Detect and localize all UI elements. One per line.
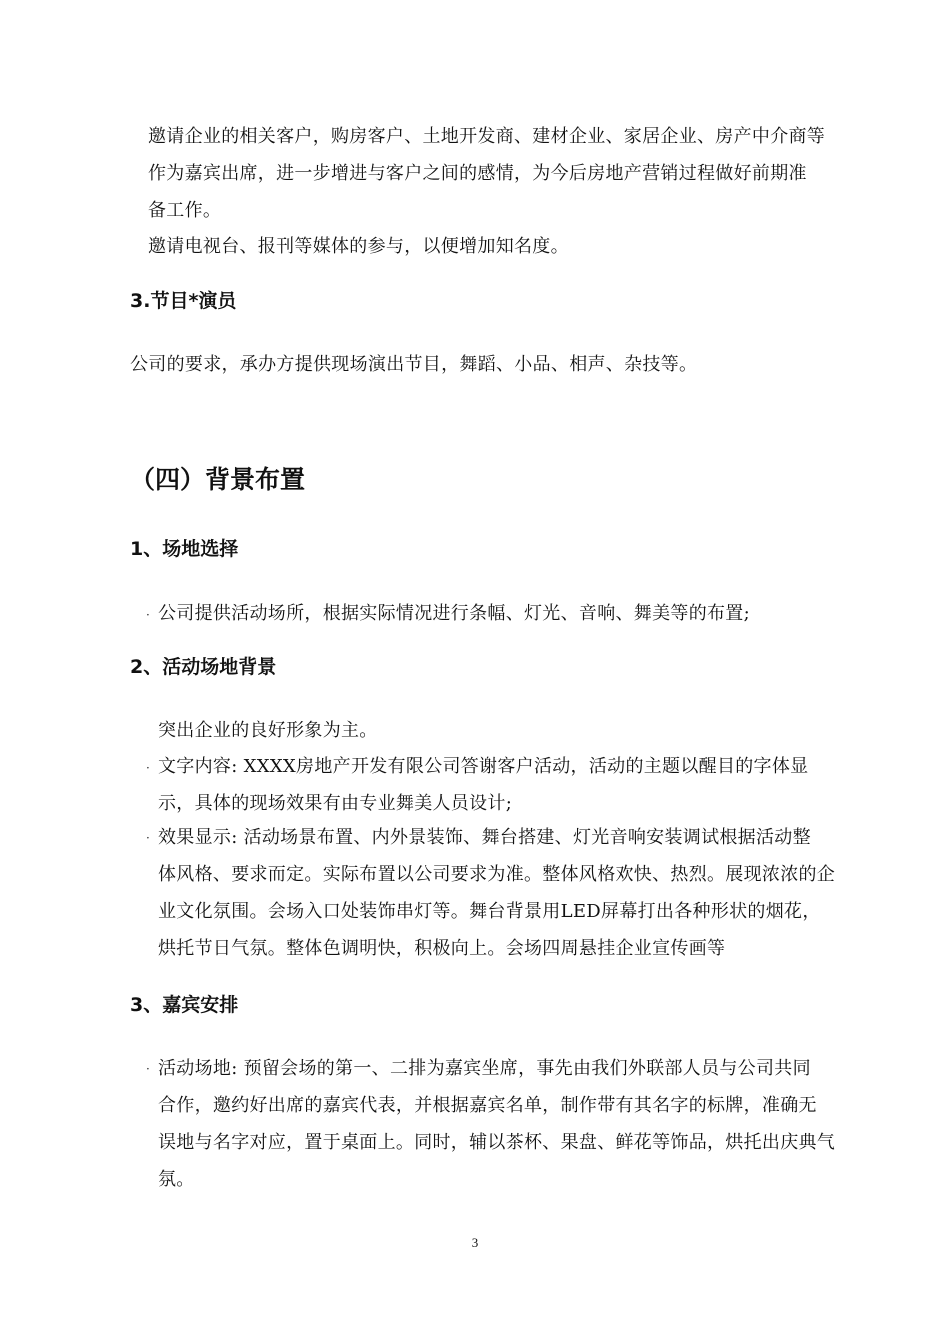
- effect-bullet-line: 体风格、要求而定。实际布置以公司要求为准。整体风格欢快、热烈。展现浓浓的企: [158, 864, 836, 885]
- guest-arrangement-line: 合作，邀约好出席的嘉宾代表，并根据嘉宾名单，制作带有其名字的标牌，准确无: [158, 1095, 817, 1116]
- bullet-dot: ·: [146, 761, 150, 775]
- page-number: 3: [471, 1235, 479, 1250]
- text-content-bullet-line: 文字内容: XXXX房地产开发有限公司答谢客户活动，活动的主题以醒目的字体显: [158, 756, 809, 777]
- guests-paragraph-line: 邀请企业的相关客户，购房客户、土地开发商、建材企业、家居企业、房产中介商等: [148, 126, 826, 147]
- guest-arrangement-line: 误地与名字对应，置于桌面上。同时，辅以茶杯、果盘、鲜花等饰品，烘托出庆典气: [158, 1132, 836, 1153]
- bullet-dot: ·: [146, 831, 150, 845]
- program-text: 公司的要求，承办方提供现场演出节目，舞蹈、小品、相声、杂技等。: [130, 354, 698, 375]
- guest-arrangement-heading: 3、嘉宾安排: [130, 994, 239, 1016]
- program-heading: 3.节目*演员: [130, 290, 237, 312]
- guests-paragraph-line: 作为嘉宾出席，进一步增进与客户之间的感情，为今后房地产营销过程做好前期准: [148, 163, 807, 184]
- effect-bullet-line: 效果显示: 活动场景布置、内外景装饰、舞台搭建、灯光音响安装调试根据活动整: [158, 827, 811, 848]
- venue-selection-text: 公司提供活动场所，根据实际情况进行条幅、灯光、音响、舞美等的布置;: [158, 603, 750, 624]
- guests-paragraph-line: 备工作。: [148, 200, 222, 221]
- venue-background-intro: 突出企业的良好形象为主。: [158, 720, 378, 741]
- media-paragraph: 邀请电视台、报刊等媒体的参与，以便增加知名度。: [148, 236, 569, 257]
- venue-background-heading: 2、活动场地背景: [130, 656, 277, 678]
- guest-arrangement-line: 活动场地: 预留会场的第一、二排为嘉宾坐席，事先由我们外联部人员与公司共同: [158, 1058, 811, 1079]
- effect-bullet-line: 业文化氛围。会场入口处装饰串灯等。舞台背景用LED屏幕打出各种形状的烟花，: [158, 901, 821, 922]
- bullet-dot: ·: [146, 1062, 150, 1076]
- effect-bullet-line: 烘托节日气氛。整体色调明快，积极向上。会场四周悬挂企业宣传画等: [158, 938, 726, 959]
- bullet-dot: ·: [146, 608, 150, 622]
- guest-arrangement-line: 氛。: [158, 1169, 195, 1190]
- section-four-heading: （四）背景布置: [130, 465, 306, 494]
- venue-selection-heading: 1、场地选择: [130, 538, 239, 560]
- text-content-bullet-line: 示，具体的现场效果有由专业舞美人员设计;: [158, 793, 513, 814]
